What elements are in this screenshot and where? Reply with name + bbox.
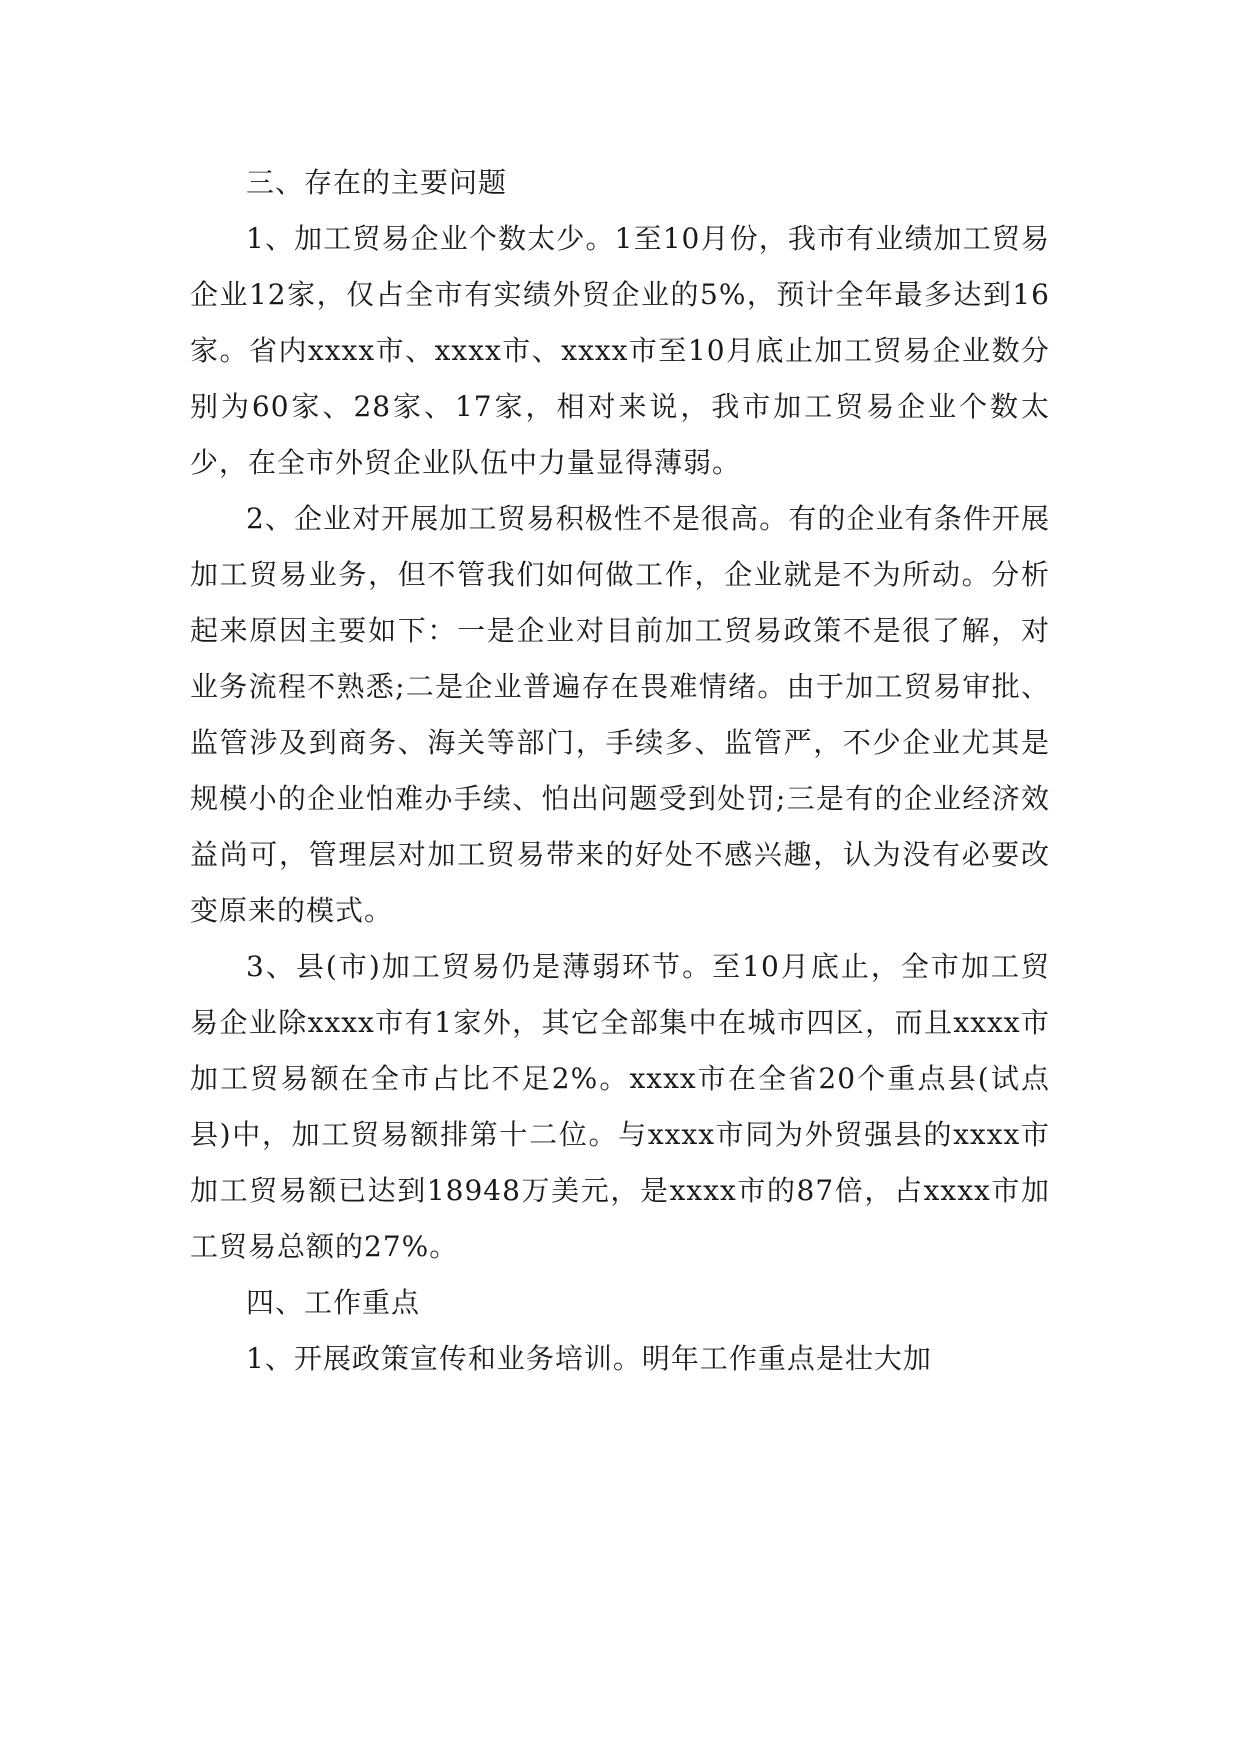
paragraph-problem-3: 3、县(市)加工贸易仍是薄弱环节。至10月底止，全市加工贸易企业除xxxx市有1家外，其它全部集中在城市四区，而且xxxx市加工贸易额在全市占比不足2%。xxxx市在全省20个重点县(试点县)中，加工贸易额排第十二位。与xxxx市同为外贸强县的xxxx市加工贸易额已达到18948万美元，是xxxx市的87倍，占xxxx市加工贸易总额的27%。 bbox=[190, 950, 1050, 1263]
section-heading-problems: 三、存在的主要问题 bbox=[246, 166, 508, 199]
section-heading-work-focus: 四、工作重点 bbox=[246, 1286, 421, 1319]
paragraph-problem-2: 2、企业对开展加工贸易积极性不是很高。有的企业有条件开展加工贸易业务，但不管我们如何做工作，企业就是不为所动。分析起来原因主要如下：一是企业对目前加工贸易政策不是很了解，对业务流程不熟悉;二是企业普遍存在畏难情绪。由于加工贸易审批、监管涉及到商务、海关等部门，手续多、监管严，不少企业尤其是规模小的企业怕难办手续、怕出问题受到处罚;三是有的企业经济效益尚可，管理层对加工贸易带来的好处不感兴趣，认为没有必要改变原来的模式。 bbox=[190, 502, 1050, 927]
paragraph-focus-1: 1、开展政策宣传和业务培训。明年工作重点是壮大加 bbox=[246, 1342, 932, 1375]
document-body bbox=[190, 155, 1050, 1387]
paragraph-problem-1: 1、加工贸易企业个数太少。1至10月份，我市有业绩加工贸易企业12家，仅占全市有实绩外贸企业的5%，预计全年最多达到16家。省内xxxx市、xxxx市、xxxx市至10月底止加工贸易企业数分别为60家、28家、17家，相对来说，我市加工贸易企业个数太少，在全市外贸企业队伍中力量显得薄弱。 bbox=[190, 222, 1050, 479]
